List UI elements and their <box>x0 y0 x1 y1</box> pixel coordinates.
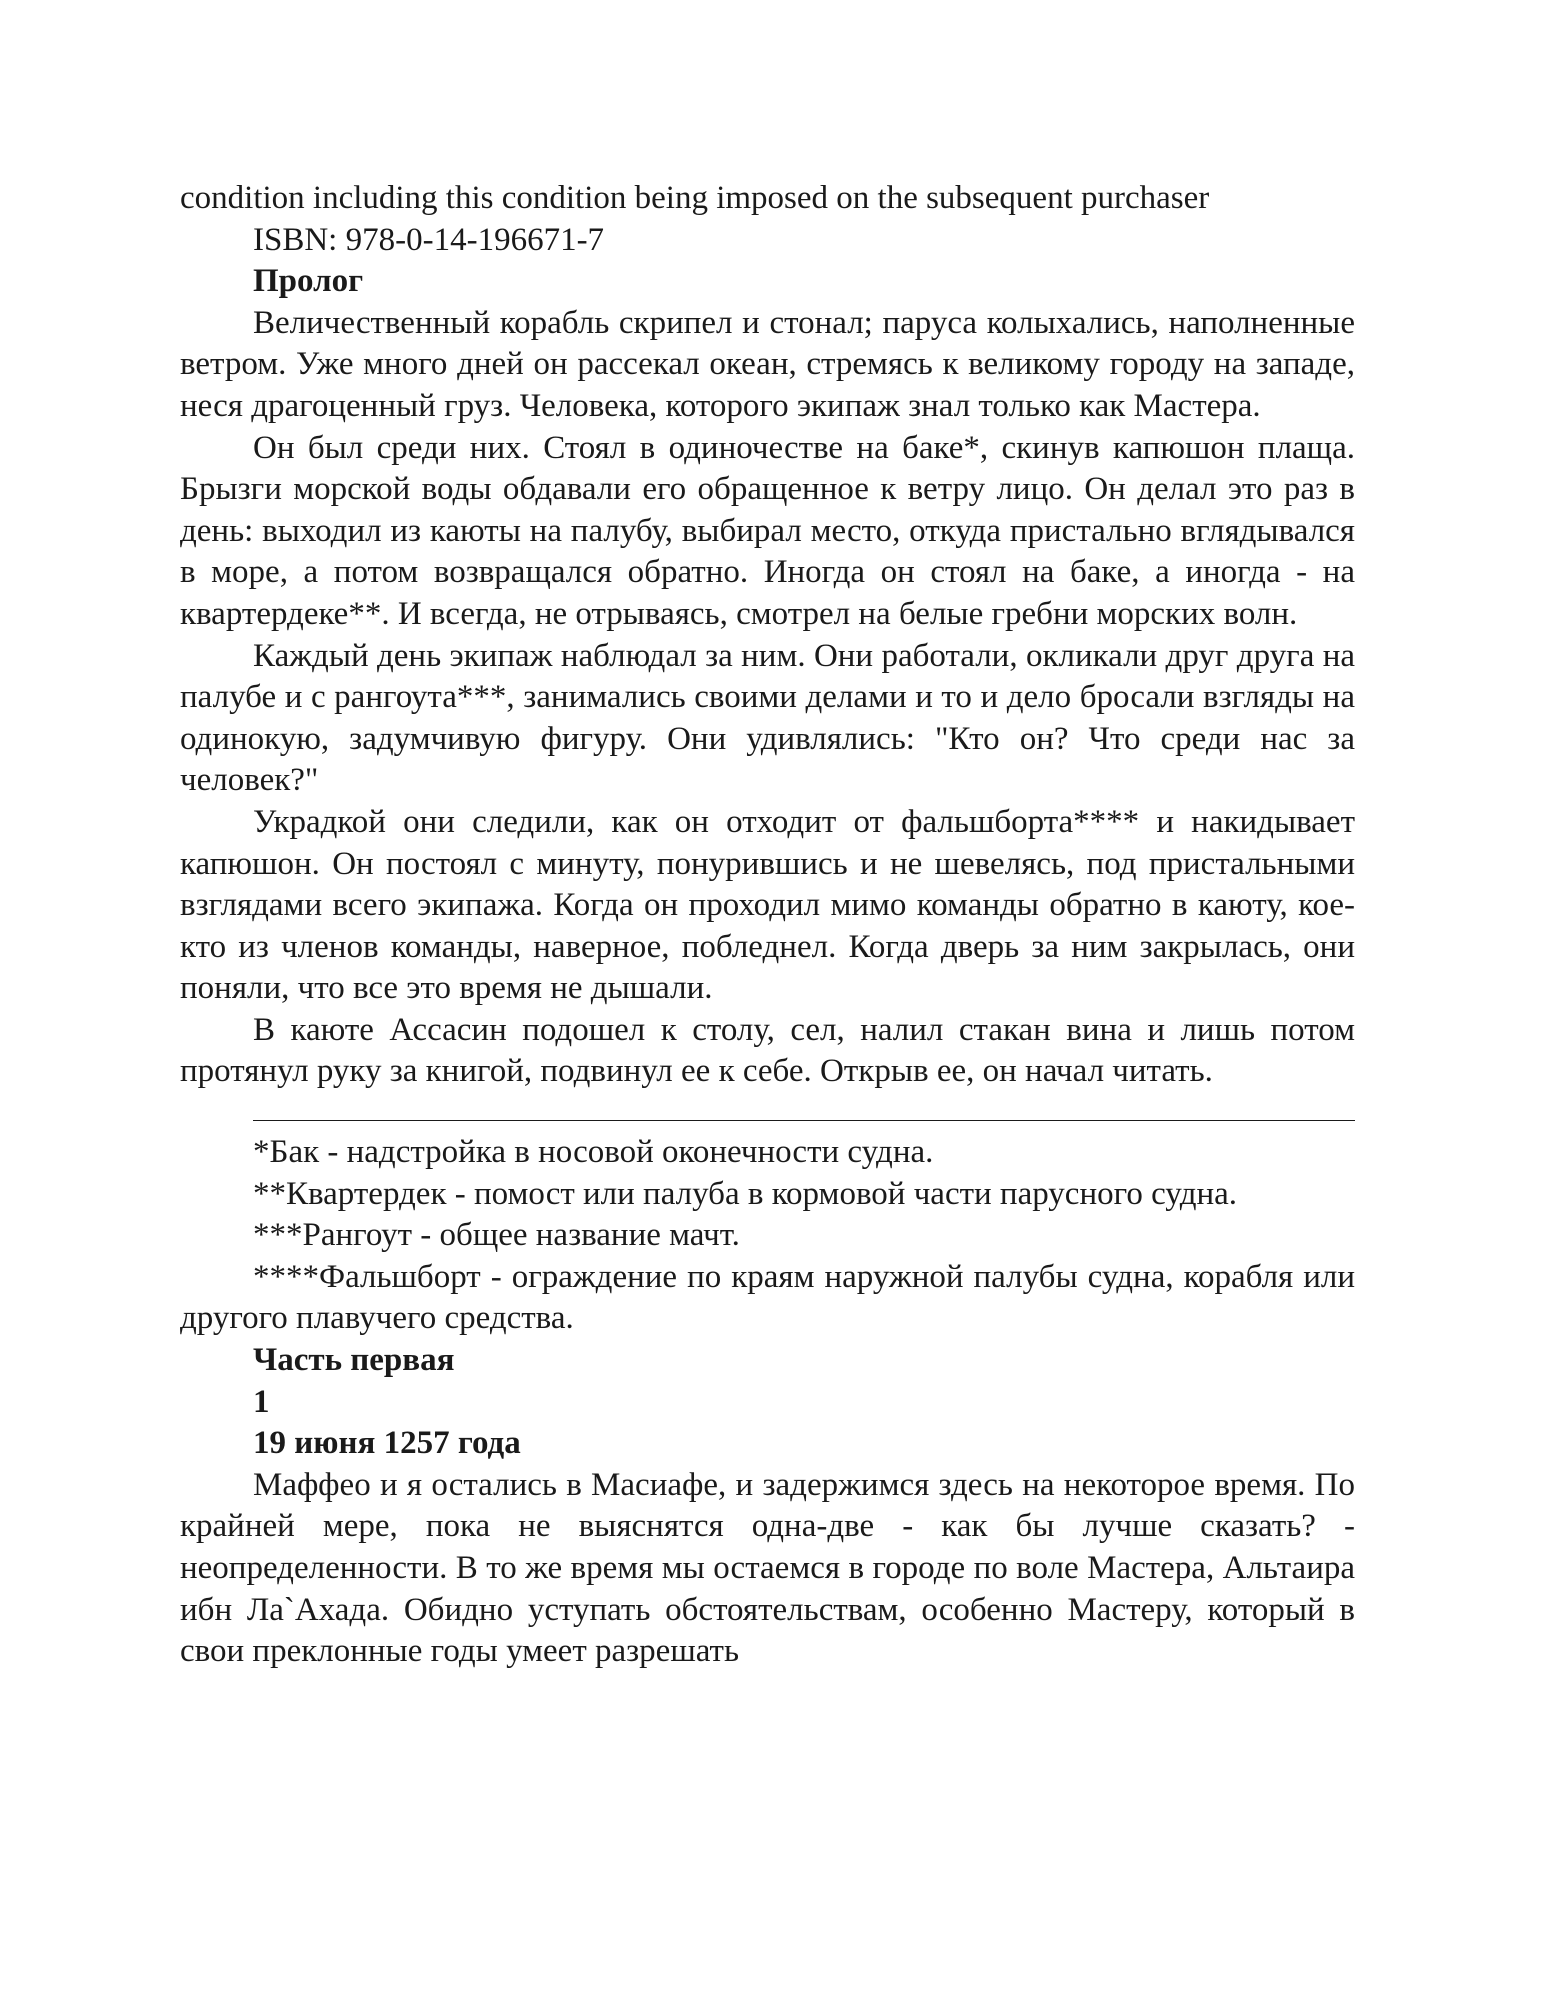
prologue-heading: Пролог <box>253 263 364 300</box>
prologue-paragraph: Каждый день экипаж наблюдал за ним. Они работали, окликали друг друга на палубе и с рангоута***, занимались своими делами и то и дело бросали взгляды на одинокую, задумчивую фигуру. Они удивлялись: "Кто он? Что среди нас за человек?" <box>180 637 1355 799</box>
chapter-paragraph: Маффео и я остались в Масиафе, и задержимся здесь на некоторое время. По крайней мере, пока не выяснятся одна-две - как бы лучше сказать? - неопределенности. В то же время мы остаемся в городе по воле Мастера, Альтаира ибн Ла`Ахада. Обидно уступать обстоятельствам, особенно Мастеру, который в свои преклонные годы умеет разрешать <box>180 1466 1355 1670</box>
prologue-paragraph: В каюте Ассасин подошел к столу, сел, налил стакан вина и лишь потом протянул руку за книгой, подвинул ее к себе. Открыв ее, он начал читать. <box>180 1011 1355 1090</box>
footnote: *Бак - надстройка в носовой оконечности судна. <box>253 1134 934 1171</box>
prologue-paragraph: Он был среди них. Стоял в одиночестве на баке*, скинув капюшон плаща. Брызги морской воды обдавали его обращенное к ветру лицо. Он делал это раз в день: выходил из каюты на палубу, выбирал место, откуда пристально вглядывался в море, а потом возвращался обратно. Иногда он стоял на баке, а иногда - на квартердеке**. И всегда, не отрываясь, смотрел на белые гребни морских волн. <box>180 429 1355 632</box>
footnote: ***Рангоут - общее название мачт. <box>253 1217 740 1254</box>
part-heading: Часть первая <box>253 1342 455 1379</box>
isbn-line: ISBN: 978-0-14-196671-7 <box>253 221 605 258</box>
prologue-paragraph: Украдкой они следили, как он отходит от фальшборта**** и накидывает капюшон. Он постоял с минуту, понурившись и не шевелясь, под пристальными взглядами всего экипажа. Когда он проходил мимо команды обратно в каюту, кое-кто из членов команды, наверное, побледнел. Когда дверь за ним закрылась, они поняли, что все это время не дышали. <box>180 803 1355 1007</box>
prologue-paragraph: Величественный корабль скрипел и стонал; паруса колыхались, наполненные ветром. Уже много дней он рассекал океан, стремясь к великому городу на западе, неся драгоценный груз. Человека, которого экипаж знал только как Мастера. <box>180 304 1355 424</box>
footnote: ****Фальшборт - ограждение по краям наружной палубы судна, корабля или другого плавучего средства. <box>180 1258 1355 1337</box>
footnote: **Квартердек - помост или палуба в кормовой части парусного судна. <box>253 1175 1238 1212</box>
footnote-divider <box>253 1120 1355 1121</box>
date-heading: 19 июня 1257 года <box>253 1425 521 1462</box>
chapter-number: 1 <box>253 1383 270 1420</box>
opening-line: condition including this condition being imposed on the subsequent purchaser <box>180 180 1210 216</box>
document-page <box>180 178 1355 1673</box>
